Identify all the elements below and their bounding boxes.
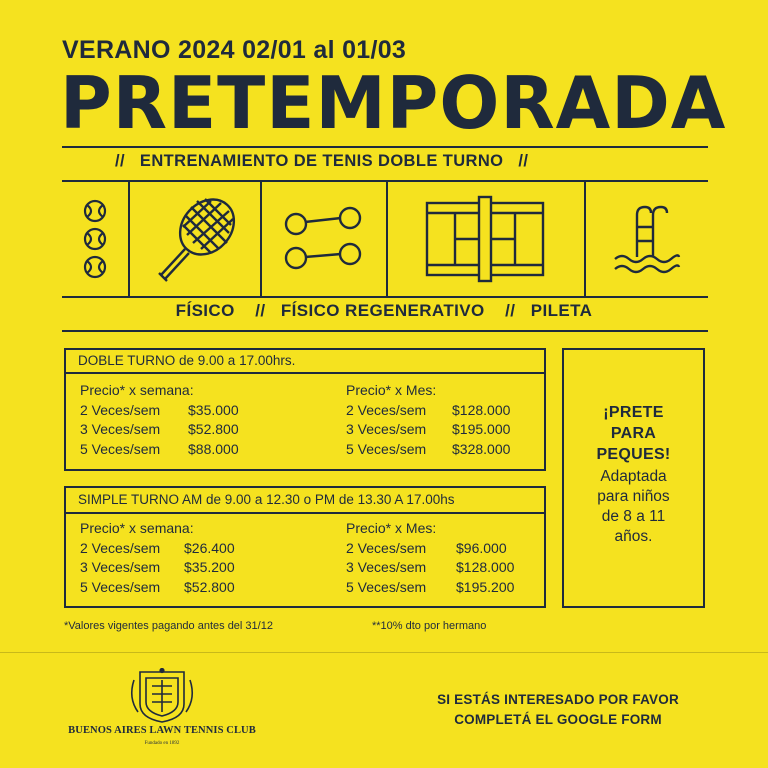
frequency-label: 3 Veces/sem	[80, 421, 161, 437]
icons-band	[62, 182, 708, 296]
pool-ladder-icon	[584, 182, 708, 296]
price-row	[80, 539, 235, 559]
price-row	[346, 401, 510, 421]
simple-month-prices	[346, 519, 514, 597]
activity-categories	[0, 301, 768, 321]
club-name: BUENOS AIRES LAWN TENNIS CLUB	[68, 725, 256, 736]
simple-week-prices	[80, 519, 235, 597]
price-row	[80, 440, 239, 460]
cta-line: SI ESTÁS INTERESADO POR FAVOR	[437, 692, 679, 707]
peques-description-line: años.	[614, 528, 653, 545]
peques-promo-box	[562, 348, 705, 608]
price-row	[80, 578, 235, 598]
frequency-label: 2 Veces/sem	[346, 539, 427, 556]
divider	[62, 330, 708, 332]
price-column-title: Precio* x Mes:	[346, 520, 437, 536]
tennis-racket-icon	[128, 182, 260, 296]
price-value: $128.000	[456, 559, 515, 575]
simple-turno-heading: SIMPLE TURNO AM de 9.00 a 12.30 o PM de 13.30 A 17.00hs	[78, 492, 455, 507]
doble-week-prices	[80, 381, 239, 459]
frequency-label: 2 Veces/sem	[80, 539, 161, 556]
category-fisico-regenerativo: FÍSICO REGENERATIVO	[280, 301, 485, 320]
price-value: $96.000	[456, 539, 507, 556]
price-row	[80, 558, 235, 578]
category-separator: //	[255, 301, 266, 320]
price-row	[346, 558, 514, 578]
frequency-label: 2 Veces/sem	[80, 401, 161, 418]
price-value: $195.000	[452, 421, 511, 437]
peques-title-line: ¡PRETE	[603, 404, 664, 421]
season-dates: VERANO 2024 02/01 al 01/03	[62, 36, 407, 64]
price-value: $88.000	[188, 440, 239, 457]
frequency-label: 5 Veces/sem	[80, 578, 161, 595]
price-value: $128.000	[452, 401, 511, 418]
price-row	[80, 420, 239, 440]
dumbbells-icon	[260, 182, 386, 296]
frequency-label: 5 Veces/sem	[346, 440, 427, 457]
price-value: $52.800	[188, 421, 239, 437]
tennis-court-icon	[386, 182, 584, 296]
price-row	[346, 440, 510, 460]
category-fisico: FÍSICO	[175, 301, 235, 320]
category-separator: //	[505, 301, 516, 320]
divider	[0, 652, 768, 653]
frequency-label: 3 Veces/sem	[346, 559, 427, 575]
subtitle-separator: //	[115, 152, 125, 170]
price-row	[80, 401, 239, 421]
price-column-title: Precio* x Mes:	[346, 382, 437, 398]
price-column-title: Precio* x semana:	[80, 382, 194, 398]
category-pileta: PILETA	[530, 301, 593, 320]
tennis-balls-icon	[62, 182, 128, 296]
cta-line: COMPLETÁ EL GOOGLE FORM	[454, 712, 662, 727]
club-crest-logo	[62, 668, 262, 748]
price-value: $26.400	[184, 539, 235, 556]
club-founded: Fundado en 1892	[144, 741, 180, 746]
doble-turno-heading: DOBLE TURNO de 9.00 a 17.00hrs.	[78, 353, 296, 368]
price-row	[346, 539, 514, 559]
frequency-label: 5 Veces/sem	[80, 440, 161, 457]
divider	[62, 296, 708, 298]
frequency-label: 3 Veces/sem	[80, 559, 161, 575]
peques-title-line: PARA	[610, 425, 657, 442]
peques-description-line: para niños	[597, 488, 670, 505]
price-row	[346, 578, 514, 598]
frequency-label: 3 Veces/sem	[346, 421, 427, 437]
subtitle-text: ENTRENAMIENTO DE TENIS DOBLE TURNO	[139, 152, 504, 170]
peques-description-line: Adaptada	[600, 468, 667, 485]
footnote-sibling-discount: **10% dto por hermano	[372, 620, 487, 632]
price-value: $35.000	[188, 401, 239, 418]
doble-month-prices	[346, 381, 510, 459]
peques-title-line: PEQUES!	[596, 446, 671, 463]
price-column-title: Precio* x semana:	[80, 520, 194, 536]
price-row	[346, 420, 510, 440]
google-form-cta	[398, 690, 718, 730]
price-value: $195.200	[456, 578, 515, 595]
divider	[62, 146, 708, 148]
page-title: PRETEMPORADA	[60, 61, 727, 145]
price-value: $328.000	[452, 440, 511, 457]
footnote-validity: *Valores vigentes pagando antes del 31/12	[64, 620, 273, 632]
price-value: $52.800	[184, 578, 235, 595]
frequency-label: 2 Veces/sem	[346, 401, 427, 418]
peques-description-line: de 8 a 11	[601, 508, 666, 525]
price-value: $35.200	[184, 559, 235, 575]
subtitle-separator: //	[518, 152, 529, 170]
frequency-label: 5 Veces/sem	[346, 578, 427, 595]
subtitle	[115, 152, 615, 171]
